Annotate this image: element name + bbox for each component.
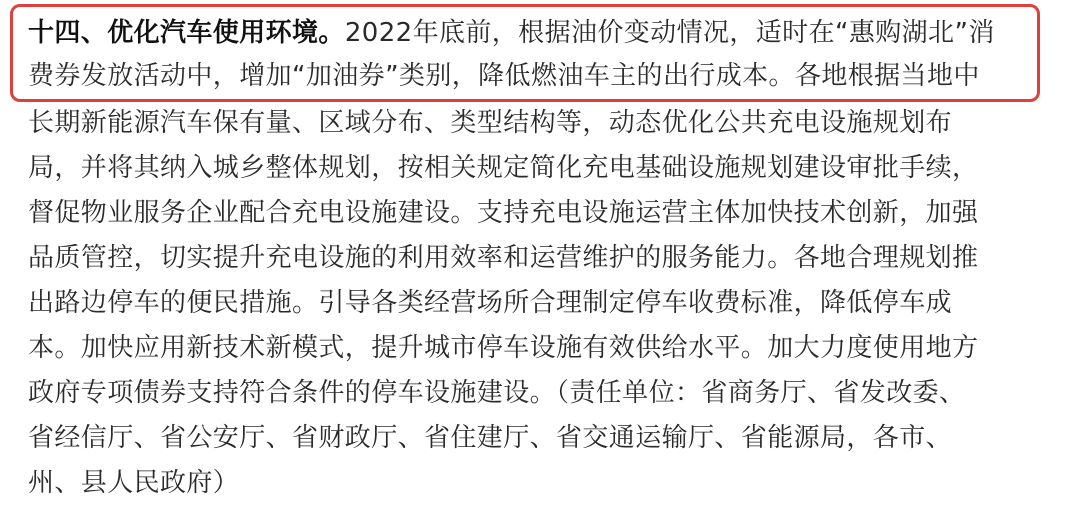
paragraph-text-line: 局，并将其纳入城乡整体规划，按相关规定简化充电基础设施规划建设审批手续， bbox=[28, 153, 979, 183]
paragraph-line-2 bbox=[28, 56, 980, 96]
paragraph-text-line: 本。加快应用新技术新模式，提升城市停车设施有效供给水平。加大力度使用地方 bbox=[28, 333, 979, 363]
paragraph-line-1 bbox=[28, 13, 995, 53]
paragraph-text-line: 省经信厅、省公安厅、省财政厅、省住建厅、省交通运输厅、省能源局，各市、 bbox=[28, 423, 953, 453]
section-heading: 十四、优化汽车使用环境。 bbox=[28, 18, 345, 48]
paragraph-line-8 bbox=[28, 328, 978, 368]
paragraph-line-11 bbox=[28, 463, 239, 503]
paragraph-line-6 bbox=[28, 238, 978, 278]
paragraph-line-4 bbox=[28, 148, 978, 188]
paragraph-text-line: 出路边停车的便民措施。引导各类经营场所合理制定停车收费标准，降低停车成 bbox=[28, 288, 953, 318]
paragraph-text-line: 政府专项债券支持符合条件的停车设施建设。（责任单位：省商务厅、省发改委、 bbox=[28, 378, 966, 408]
paragraph-text-line: 2022年底前，根据油价变动情况，适时在“惠购湖北”消 bbox=[344, 18, 995, 48]
paragraph-text-line: 州、县人民政府） bbox=[28, 468, 240, 498]
paragraph-text-line: 费券发放活动中，增加“加油券”类别，降低燃油车主的出行成本。各地根据当地中 bbox=[28, 61, 980, 91]
paragraph-line-3 bbox=[28, 103, 952, 143]
paragraph-line-7 bbox=[28, 283, 952, 323]
paragraph-line-10 bbox=[28, 418, 952, 458]
paragraph-text-line: 长期新能源汽车保有量、区域分布、类型结构等，动态优化公共充电设施规划布 bbox=[28, 108, 953, 138]
paragraph-line-5 bbox=[28, 193, 978, 233]
paragraph-line-9 bbox=[28, 373, 965, 413]
paragraph-text-line: 品质管控，切实提升充电设施的利用效率和运营维护的服务能力。各地合理规划推 bbox=[28, 243, 979, 273]
paragraph-text-line: 督促物业服务企业配合充电设施建设。支持充电设施运营主体加快技术创新，加强 bbox=[28, 198, 979, 228]
